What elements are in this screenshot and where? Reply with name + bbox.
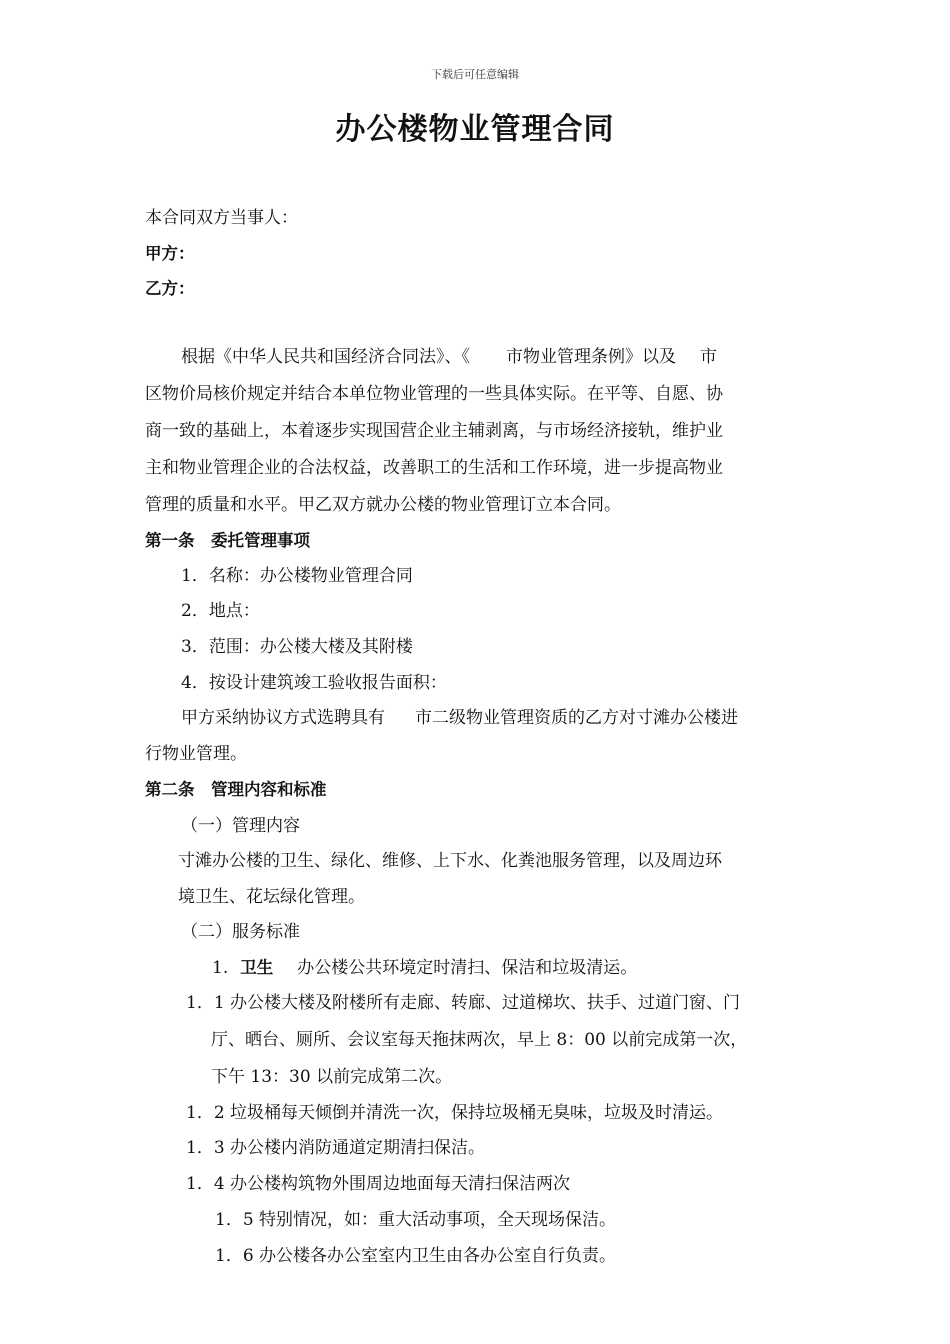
hygiene-label: 卫生 (240, 958, 274, 977)
preamble-line-1a: 根据《中华人民共和国经济合同法》、《 (181, 347, 470, 367)
item-1-5: 1．5 特别情况，如：重大活动事项，全天现场保洁。 (215, 1210, 617, 1230)
article-2-content-line-2: 境卫生、花坛绿化管理。 (178, 887, 365, 907)
preamble-line-3: 商一致的基础上，本着逐步实现国营企业主辅剥离，与市场经济接轨，维护业 (145, 421, 723, 441)
article-1-para-1b: 市二级物业管理资质的乙方对寸滩办公楼进 (415, 708, 738, 728)
article-1-para-line-1 (181, 707, 738, 729)
hygiene-number: 1. (212, 958, 229, 978)
document-title: 办公楼物业管理合同 (335, 112, 615, 147)
parties-intro: 本合同双方当事人： (145, 208, 298, 228)
article-1-para-1a: 甲方采纳协议方式选聘具有 (181, 708, 385, 728)
article-1-heading: 第一条 委托管理事项 (145, 531, 310, 550)
preamble-line-2: 区物价局核价规定并结合本单位物业管理的一些具体实际。在平等、自愿、协 (145, 384, 723, 404)
item-1-4: 1．4 办公楼构筑物外围周边地面每天清扫保洁两次 (186, 1174, 571, 1194)
party-b-label: 乙方： (145, 279, 195, 298)
preamble-line-4: 主和物业管理企业的合法权益，改善职工的生活和工作环境，进一步提高物业 (145, 458, 723, 478)
article-2-content-line-1: 寸滩办公楼的卫生、绿化、维修、上下水、化粪池服务管理，以及周边环 (178, 851, 722, 871)
item-1-3: 1．3 办公楼内消防通道定期清扫保洁。 (186, 1138, 486, 1158)
preamble-line-1c: 市 (700, 347, 717, 367)
preamble-line-5: 管理的质量和水平。甲乙双方就办公楼的物业管理订立本合同。 (145, 495, 621, 515)
hygiene-line (212, 957, 637, 979)
item-1-2: 1．2 垃圾桶每天倾倒并清洗一次，保持垃圾桶无臭味，垃圾及时清运。 (186, 1103, 724, 1123)
preamble-line-1b: 市物业管理条例》以及 (506, 347, 676, 367)
article-2-sub-2: （二）服务标准 (181, 922, 300, 942)
item-1-1-line-1: 1．1 办公楼大楼及附楼所有走廊、转廊、过道梯坎、扶手、过道门窗、门 (186, 993, 741, 1013)
article-2-heading: 第二条 管理内容和标准 (145, 780, 327, 799)
article-1-item-1: 1．名称：办公楼物业管理合同 (181, 566, 413, 586)
preamble-line-1 (181, 346, 717, 368)
article-1-item-3: 3．范围：办公楼大楼及其附楼 (181, 637, 413, 657)
article-1-para-line-2: 行物业管理。 (145, 744, 247, 764)
article-1-item-4: 4．按设计建筑竣工验收报告面积： (181, 673, 447, 693)
article-1-item-2: 2．地点： (181, 601, 260, 621)
item-1-1-line-3: 下午 13：30 以前完成第二次。 (211, 1067, 453, 1087)
hygiene-text: 办公楼公共环境定时清扫、保洁和垃圾清运。 (297, 958, 638, 978)
article-2-sub-1: （一）管理内容 (181, 816, 300, 836)
item-1-1-line-2: 厅、晒台、厕所、会议室每天拖抹两次，早上 8：00 以前完成第一次， (211, 1030, 748, 1050)
item-1-6: 1．6 办公楼各办公室室内卫生由各办公室自行负责。 (215, 1246, 617, 1266)
header-note: 下载后可任意编辑 (431, 68, 519, 81)
party-a-label: 甲方： (145, 244, 195, 263)
